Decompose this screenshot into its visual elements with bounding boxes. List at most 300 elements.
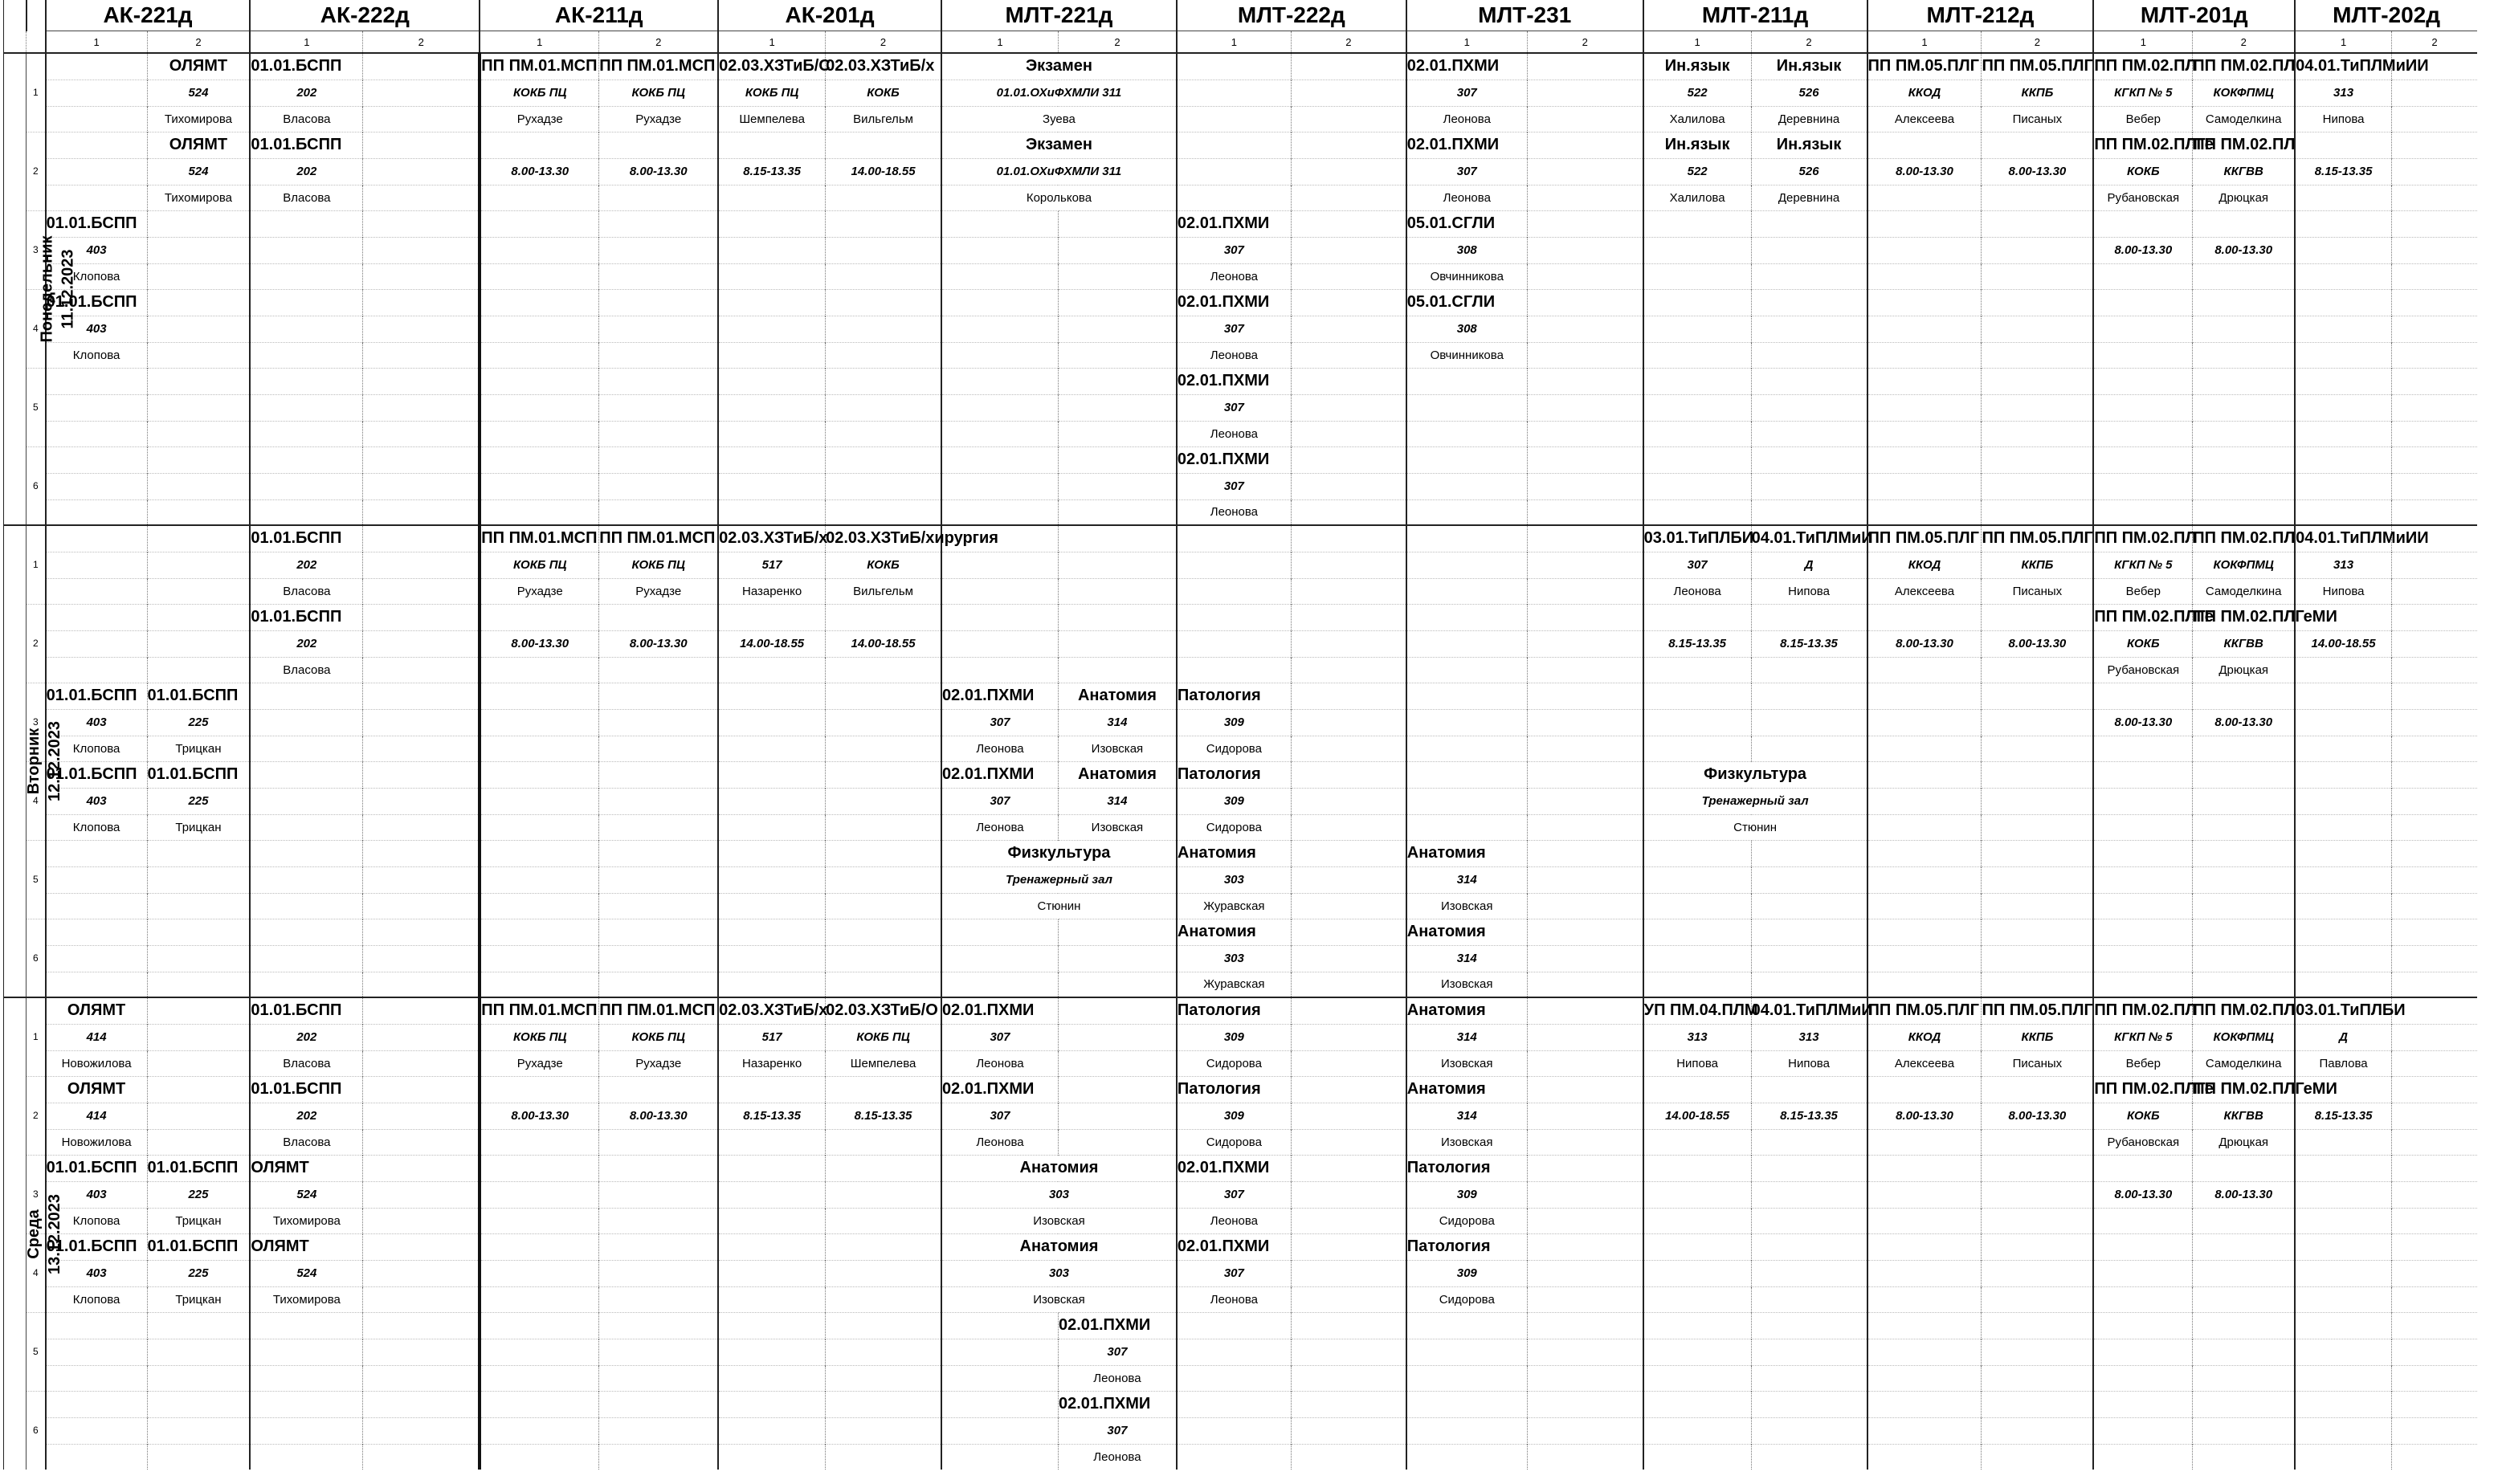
lesson-cell <box>826 709 941 736</box>
lesson-cell <box>826 1181 941 1208</box>
lesson-cell: 517 <box>718 552 825 578</box>
lesson-cell <box>1527 1024 1643 1050</box>
lesson-cell <box>1643 210 1751 237</box>
lesson-cell: 202 <box>250 80 362 106</box>
lesson-cell: Самоделкина <box>2193 578 2295 604</box>
lesson-cell <box>480 761 598 788</box>
lesson-cell <box>147 657 250 683</box>
lesson-cell: 303 <box>1177 945 1291 972</box>
lesson-cell <box>1291 736 1406 761</box>
lesson-cell <box>46 893 147 919</box>
lesson-cell <box>1058 210 1176 237</box>
lesson-cell <box>599 473 718 499</box>
lesson-cell <box>599 604 718 630</box>
lesson-cell <box>941 289 1058 316</box>
lesson-cell <box>2093 919 2192 945</box>
lesson-cell <box>2295 368 2391 394</box>
lesson-cell <box>1751 1312 1867 1339</box>
lesson-cell: 14.00-18.55 <box>1643 1103 1751 1129</box>
lesson-cell: 02.03.ХЗТиБ/хирургия <box>826 525 941 552</box>
lesson-cell <box>2392 421 2478 446</box>
lesson-cell <box>941 945 1058 972</box>
lesson-cell <box>250 1339 362 1365</box>
lesson-cell <box>2392 945 2478 972</box>
day-cell <box>4 997 64 1470</box>
lesson-cell <box>2093 316 2192 342</box>
lesson-cell <box>1982 421 2093 446</box>
lesson-cell <box>480 185 598 210</box>
lesson-cell <box>2295 657 2391 683</box>
lesson-cell <box>1867 132 1982 158</box>
lesson-cell: Клопова <box>46 736 147 761</box>
lesson-cell <box>2392 919 2478 945</box>
lesson-cell <box>599 1155 718 1181</box>
lesson-cell <box>1751 1129 1867 1155</box>
lesson-cell <box>1867 1339 1982 1365</box>
schedule-line <box>4 683 2478 709</box>
lesson-cell: 8.15-13.35 <box>718 1103 825 1129</box>
lesson-cell <box>599 1391 718 1417</box>
lesson-cell <box>1982 132 2093 158</box>
lesson-cell <box>480 1391 598 1417</box>
lesson-cell <box>1291 263 1406 289</box>
lesson-cell <box>250 368 362 394</box>
lesson-cell <box>1867 316 1982 342</box>
day-name: Понедельник <box>38 235 56 343</box>
lesson-cell <box>599 263 718 289</box>
lesson-cell <box>599 1312 718 1339</box>
lesson-cell <box>2392 972 2478 997</box>
lesson-cell <box>1982 263 2093 289</box>
lesson-cell: Физкультура <box>1643 761 1867 788</box>
lesson-cell <box>2093 1233 2192 1260</box>
lesson-cell: Клопова <box>46 342 147 368</box>
lesson-cell <box>2392 1129 2478 1155</box>
lesson-cell: Трицкан <box>147 736 250 761</box>
lesson-cell: ПП ПМ.01.МСП <box>599 53 718 80</box>
lesson-cell: Леонова <box>1406 106 1527 132</box>
lesson-cell <box>250 342 362 368</box>
lesson-cell: Анатомия <box>941 1155 1177 1181</box>
lesson-cell <box>1527 709 1643 736</box>
lesson-cell <box>2392 761 2478 788</box>
lesson-cell <box>363 53 480 80</box>
lesson-cell <box>1982 814 2093 840</box>
lesson-cell <box>1867 185 1982 210</box>
lesson-cell <box>2295 1417 2391 1444</box>
subgroup-number: 2 <box>1527 31 1643 54</box>
lesson-cell <box>1058 499 1176 525</box>
lesson-cell <box>250 289 362 316</box>
lesson-cell <box>480 1444 598 1470</box>
lesson-cell <box>1527 473 1643 499</box>
lesson-cell <box>2093 761 2192 788</box>
subgroup-number: 2 <box>599 31 718 54</box>
lesson-cell <box>1177 158 1291 185</box>
lesson-cell <box>1291 237 1406 263</box>
lesson-cell: 414 <box>46 1103 147 1129</box>
lesson-cell <box>363 106 480 132</box>
lesson-cell: 314 <box>1406 866 1527 893</box>
lesson-cell <box>363 1339 480 1365</box>
lesson-cell <box>826 394 941 421</box>
lesson-cell: 526 <box>1751 158 1867 185</box>
lesson-cell <box>1177 578 1291 604</box>
lesson-cell <box>363 1155 480 1181</box>
lesson-cell: 02.01.ПХМИ <box>1177 210 1291 237</box>
lesson-cell: ПП ПМ.02.ПЛГеМИ <box>2193 604 2295 630</box>
lesson-cell: Трицкан <box>147 1286 250 1312</box>
lesson-cell <box>250 421 362 446</box>
lesson-cell <box>147 1050 250 1076</box>
lesson-cell <box>363 210 480 237</box>
lesson-cell: 8.00-13.30 <box>2193 237 2295 263</box>
lesson-cell <box>2295 1129 2391 1155</box>
lesson-cell: Дрюцкая <box>2193 657 2295 683</box>
lesson-cell <box>2193 316 2295 342</box>
lesson-cell <box>1527 1181 1643 1208</box>
lesson-cell: ПП ПМ.02.ПЛ <box>2193 525 2295 552</box>
schedule-line <box>4 552 2478 578</box>
lesson-cell <box>2392 1155 2478 1181</box>
lesson-cell: ОЛЯМТ <box>46 997 147 1024</box>
lesson-cell <box>2093 1208 2192 1233</box>
lesson-cell: Тренажерный зал <box>941 866 1177 893</box>
lesson-cell: ПП ПМ.02.ПЛГе <box>2093 604 2192 630</box>
lesson-cell <box>941 499 1058 525</box>
lesson-cell: 517 <box>718 1024 825 1050</box>
lesson-cell <box>1058 604 1176 630</box>
lesson-cell <box>2295 814 2391 840</box>
lesson-cell <box>1291 814 1406 840</box>
lesson-cell <box>718 683 825 709</box>
lesson-cell <box>1527 1391 1643 1417</box>
lesson-cell <box>1982 446 2093 473</box>
lesson-cell <box>1291 1076 1406 1103</box>
lesson-cell <box>2392 316 2478 342</box>
lesson-cell <box>147 421 250 446</box>
lesson-cell <box>1751 1417 1867 1444</box>
lesson-cell <box>1751 972 1867 997</box>
lesson-cell <box>1527 158 1643 185</box>
lesson-cell <box>718 761 825 788</box>
lesson-cell <box>46 1391 147 1417</box>
lesson-cell <box>2093 683 2192 709</box>
lesson-cell <box>2392 709 2478 736</box>
subgroup-number: 1 <box>1406 31 1527 54</box>
lesson-cell <box>1982 1155 2093 1181</box>
lesson-cell: 202 <box>250 1103 362 1129</box>
lesson-cell <box>1751 1286 1867 1312</box>
lesson-cell <box>1058 919 1176 945</box>
lesson-cell: 8.15-13.35 <box>2295 1103 2391 1129</box>
pair-number: 6 <box>27 446 46 525</box>
lesson-cell <box>826 1339 941 1365</box>
lesson-cell: 225 <box>147 1181 250 1208</box>
lesson-cell <box>718 945 825 972</box>
lesson-cell <box>2093 263 2192 289</box>
lesson-cell: 01.01.ОХиФХМЛИ 311 <box>941 158 1177 185</box>
lesson-cell: 524 <box>250 1260 362 1286</box>
lesson-cell: Алексеева <box>1867 1050 1982 1076</box>
lesson-cell: 524 <box>147 158 250 185</box>
lesson-cell <box>2392 840 2478 866</box>
lesson-cell <box>2193 473 2295 499</box>
lesson-cell <box>718 237 825 263</box>
corner-cell <box>4 31 27 54</box>
lesson-cell <box>1177 53 1291 80</box>
lesson-cell <box>2193 736 2295 761</box>
lesson-cell <box>826 1155 941 1181</box>
lesson-cell <box>718 840 825 866</box>
lesson-cell <box>718 289 825 316</box>
lesson-cell <box>363 761 480 788</box>
lesson-cell <box>599 893 718 919</box>
lesson-cell <box>1751 473 1867 499</box>
lesson-cell <box>1406 788 1527 814</box>
lesson-cell <box>2392 552 2478 578</box>
lesson-cell <box>147 1339 250 1365</box>
lesson-cell <box>1291 552 1406 578</box>
lesson-cell <box>718 1076 825 1103</box>
lesson-cell: 8.00-13.30 <box>1867 158 1982 185</box>
lesson-cell <box>147 446 250 473</box>
lesson-cell <box>1867 1181 1982 1208</box>
lesson-cell <box>1643 840 1751 866</box>
lesson-cell <box>2295 132 2391 158</box>
lesson-cell: 403 <box>46 1181 147 1208</box>
lesson-cell <box>1527 1155 1643 1181</box>
lesson-cell <box>1406 604 1527 630</box>
lesson-cell <box>1291 1129 1406 1155</box>
lesson-cell <box>1177 1312 1291 1339</box>
lesson-cell <box>1643 657 1751 683</box>
lesson-cell <box>1751 316 1867 342</box>
lesson-cell <box>718 1339 825 1365</box>
lesson-cell <box>826 316 941 342</box>
lesson-cell: 309 <box>1177 1103 1291 1129</box>
lesson-cell <box>147 893 250 919</box>
lesson-cell: Рубановская <box>2093 657 2192 683</box>
lesson-cell <box>1527 1417 1643 1444</box>
lesson-cell <box>1982 736 2093 761</box>
lesson-cell <box>147 578 250 604</box>
lesson-cell: КОКБ <box>2093 158 2192 185</box>
lesson-cell <box>1291 80 1406 106</box>
lesson-cell: Анатомия <box>1177 840 1291 866</box>
lesson-cell <box>2093 421 2192 446</box>
lesson-cell <box>1177 552 1291 578</box>
lesson-cell <box>2392 683 2478 709</box>
lesson-cell <box>718 1312 825 1339</box>
lesson-cell: 02.01.ПХМИ <box>1177 446 1291 473</box>
lesson-cell <box>1751 840 1867 866</box>
lesson-cell: ПП ПМ.02.ПЛГеМИ <box>2193 1076 2295 1103</box>
lesson-cell: Власова <box>250 106 362 132</box>
lesson-cell <box>1867 788 1982 814</box>
lesson-cell: 01.01.БСПП <box>147 1155 250 1181</box>
lesson-cell <box>1751 446 1867 473</box>
lesson-cell <box>1982 919 2093 945</box>
lesson-cell <box>363 525 480 552</box>
lesson-cell <box>1751 709 1867 736</box>
lesson-cell <box>2392 237 2478 263</box>
lesson-cell <box>599 132 718 158</box>
lesson-cell: Рухадзе <box>480 1050 598 1076</box>
lesson-cell <box>718 185 825 210</box>
lesson-cell <box>1982 394 2093 421</box>
lesson-cell <box>250 499 362 525</box>
lesson-cell: 01.01.БСПП <box>46 1233 147 1260</box>
lesson-cell <box>2193 263 2295 289</box>
lesson-cell <box>826 1208 941 1233</box>
lesson-cell <box>46 80 147 106</box>
lesson-cell: 02.03.ХЗТиБ/О <box>826 997 941 1024</box>
lesson-cell <box>1406 578 1527 604</box>
lesson-cell <box>1527 604 1643 630</box>
lesson-cell <box>1527 1339 1643 1365</box>
lesson-cell <box>363 80 480 106</box>
lesson-cell: Власова <box>250 1129 362 1155</box>
lesson-cell: Нипова <box>2295 106 2391 132</box>
lesson-cell <box>2093 1339 2192 1365</box>
lesson-cell <box>2392 185 2478 210</box>
lesson-cell: Сидорова <box>1177 736 1291 761</box>
lesson-cell <box>480 709 598 736</box>
lesson-cell <box>480 421 598 446</box>
lesson-cell: ПП ПМ.02.ПЛГе <box>2093 132 2192 158</box>
lesson-cell <box>2295 972 2391 997</box>
lesson-cell <box>1527 185 1643 210</box>
lesson-cell: Вебер <box>2093 1050 2192 1076</box>
lesson-cell: 8.00-13.30 <box>599 1103 718 1129</box>
lesson-cell: 8.00-13.30 <box>2193 1181 2295 1208</box>
schedule-line <box>4 1103 2478 1129</box>
lesson-cell: Вильгельм <box>826 578 941 604</box>
lesson-cell <box>1058 394 1176 421</box>
lesson-cell: ОЛЯМТ <box>147 132 250 158</box>
lesson-cell <box>599 1417 718 1444</box>
lesson-cell <box>599 185 718 210</box>
lesson-cell <box>1751 342 1867 368</box>
lesson-cell <box>1291 1233 1406 1260</box>
schedule-line <box>4 499 2478 525</box>
lesson-cell: Клопова <box>46 814 147 840</box>
lesson-cell <box>1291 1444 1406 1470</box>
lesson-cell <box>1643 1339 1751 1365</box>
lesson-cell <box>1406 368 1527 394</box>
lesson-cell <box>1982 1286 2093 1312</box>
schedule-line <box>4 289 2478 316</box>
lesson-cell <box>147 1312 250 1339</box>
lesson-cell <box>826 289 941 316</box>
lesson-cell <box>250 263 362 289</box>
lesson-cell: 02.01.ПХМИ <box>1406 53 1527 80</box>
lesson-cell <box>599 1365 718 1391</box>
lesson-cell: 313 <box>2295 552 2391 578</box>
lesson-cell <box>1058 316 1176 342</box>
lesson-cell <box>1291 1286 1406 1312</box>
pair-number: 2 <box>27 604 46 683</box>
lesson-cell <box>599 210 718 237</box>
lesson-cell: КОКФПМЦ <box>2193 80 2295 106</box>
lesson-cell: 202 <box>250 630 362 657</box>
lesson-cell: 02.01.ПХМИ <box>941 997 1058 1024</box>
lesson-cell <box>363 1024 480 1050</box>
lesson-cell <box>599 1233 718 1260</box>
lesson-cell <box>147 237 250 263</box>
lesson-cell <box>1751 499 1867 525</box>
lesson-cell: Рухадзе <box>480 106 598 132</box>
lesson-cell: Экзамен <box>941 132 1177 158</box>
lesson-cell: 02.01.ПХМИ <box>1177 1233 1291 1260</box>
lesson-cell <box>2193 1233 2295 1260</box>
lesson-cell <box>2193 421 2295 446</box>
lesson-cell <box>1527 736 1643 761</box>
lesson-cell <box>718 1391 825 1417</box>
lesson-cell <box>480 263 598 289</box>
lesson-cell <box>2392 263 2478 289</box>
subgroup-number: 2 <box>363 31 480 54</box>
lesson-cell <box>1177 185 1291 210</box>
lesson-cell <box>826 683 941 709</box>
lesson-cell <box>1867 840 1982 866</box>
lesson-cell <box>1291 499 1406 525</box>
lesson-cell <box>826 893 941 919</box>
schedule-line <box>4 1024 2478 1050</box>
lesson-cell <box>46 132 147 158</box>
lesson-cell: 202 <box>250 1024 362 1050</box>
lesson-cell: 8.00-13.30 <box>1982 158 2093 185</box>
schedule-line <box>4 1417 2478 1444</box>
lesson-cell <box>1406 1444 1527 1470</box>
lesson-cell <box>2392 1181 2478 1208</box>
lesson-cell: Ин.язык <box>1643 53 1751 80</box>
lesson-cell: ККПБ <box>1982 1024 2093 1050</box>
lesson-cell <box>1527 106 1643 132</box>
lesson-cell <box>1291 1391 1406 1417</box>
lesson-cell <box>147 552 250 578</box>
lesson-cell: Тихомирова <box>250 1286 362 1312</box>
lesson-cell <box>1058 578 1176 604</box>
lesson-cell: 02.01.ПХМИ <box>941 761 1058 788</box>
lesson-cell <box>250 1417 362 1444</box>
lesson-cell <box>826 263 941 289</box>
schedule-line <box>4 1260 2478 1286</box>
lesson-cell <box>1527 368 1643 394</box>
lesson-cell <box>1751 1339 1867 1365</box>
lesson-cell <box>1982 342 2093 368</box>
lesson-cell <box>2295 945 2391 972</box>
lesson-cell: Анатомия <box>1406 997 1527 1024</box>
lesson-cell <box>46 578 147 604</box>
lesson-cell <box>2392 630 2478 657</box>
lesson-cell <box>147 630 250 657</box>
lesson-cell <box>2392 604 2478 630</box>
lesson-cell <box>363 263 480 289</box>
lesson-cell <box>1867 1312 1982 1339</box>
lesson-cell <box>1643 289 1751 316</box>
lesson-cell <box>1982 866 2093 893</box>
lesson-cell <box>480 342 598 368</box>
pair-number: 5 <box>27 840 46 919</box>
lesson-cell: Ин.язык <box>1751 53 1867 80</box>
lesson-cell: Изовская <box>1058 736 1176 761</box>
pair-number: 4 <box>27 289 46 368</box>
lesson-cell <box>718 866 825 893</box>
lesson-cell <box>1527 814 1643 840</box>
lesson-cell: 02.01.ПХМИ <box>1177 368 1291 394</box>
